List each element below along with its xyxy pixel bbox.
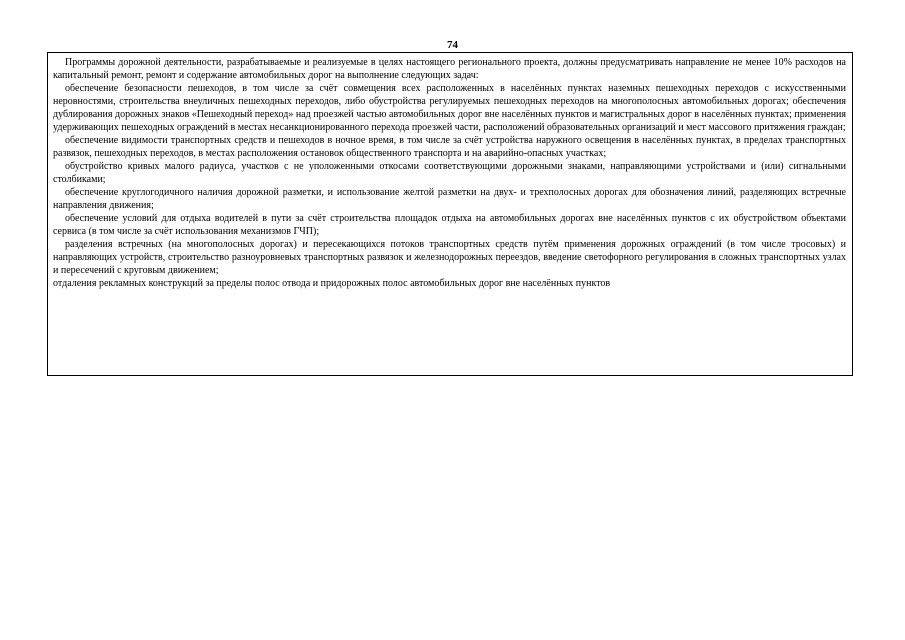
paragraph-night-visibility: обеспечение видимости транспортных средств и пешеходов в ночное время, в том числе за счёт устройства наружного освещения в населённых пунктах, в пределах транспортных развязок, пешеходных переходов, в местах расположения остановок общественного транспорта и на аварийно-опасных участках;: [53, 135, 846, 159]
paragraph-pedestrian-safety: обеспечение безопасности пешеходов, в том числе за счёт совмещения всех расположенных в населённых пунктах наземных пешеходных переходов с искусственными неровностями, строительства внеуличных пешеходных переходов, либо обустройства регулируемых пешеходных переходов на многополосных автомобильных дорогах; обеспечения дублирования дорожных знаков «Пешеходный переход» над проезжей частью автомобильных дорог вне населённых пунктов и магистральных дорог в населённых пунктах; применения удерживающих пешеходных ограждений в местах несанкционированного перехода проезжей части, расположений образовательных организаций и мест массового притяжения граждан;: [53, 83, 846, 133]
paragraph-traffic-separation: разделения встречных (на многополосных дорогах) и пересекающихся потоков транспортных средств путём применения дорожных ограждений (в том числе тросовых) и направляющих устройств, строительство разноуровневых транспортных развязок и железнодорожных переездов, введение светофорного регулирования в сложных транспортных узлах и пересечений с круговым движением;: [53, 239, 846, 276]
page-number: 74: [447, 39, 458, 51]
paragraph-advertising: отдаления рекламных конструкций за пределы полос отвода и придорожных полос автомобильных дорог вне населённых пунктов: [53, 278, 611, 289]
paragraph-road-marking: обеспечение круглогодичного наличия дорожной разметки, и использование желтой разметки на двух- и трехполосных дорогах для обозначения линий, разделяющих встречные направления движения;: [53, 187, 846, 211]
content-box: [47, 52, 853, 376]
paragraph-curves: обустройство кривых малого радиуса, участков с не уположенными откосами соответствующими дорожными знаками, направляющими устройствами и (или) сигнальными столбиками;: [53, 161, 846, 185]
paragraph-intro: Программы дорожной деятельности, разрабатываемые и реализуемые в целях настоящего регионального проекта, должны предусматривать направление не менее 10% расходов на капитальный ремонт, ремонт и содержание автомобильных дорог на выполнение следующих задач:: [53, 57, 846, 81]
paragraph-driver-rest: обеспечение условий для отдыха водителей в пути за счёт строительства площадок отдыха на автомобильных дорогах вне населённых пунктов с их обустройством объектами сервиса (в том числе за счёт использования механизмов ГЧП);: [53, 213, 846, 237]
